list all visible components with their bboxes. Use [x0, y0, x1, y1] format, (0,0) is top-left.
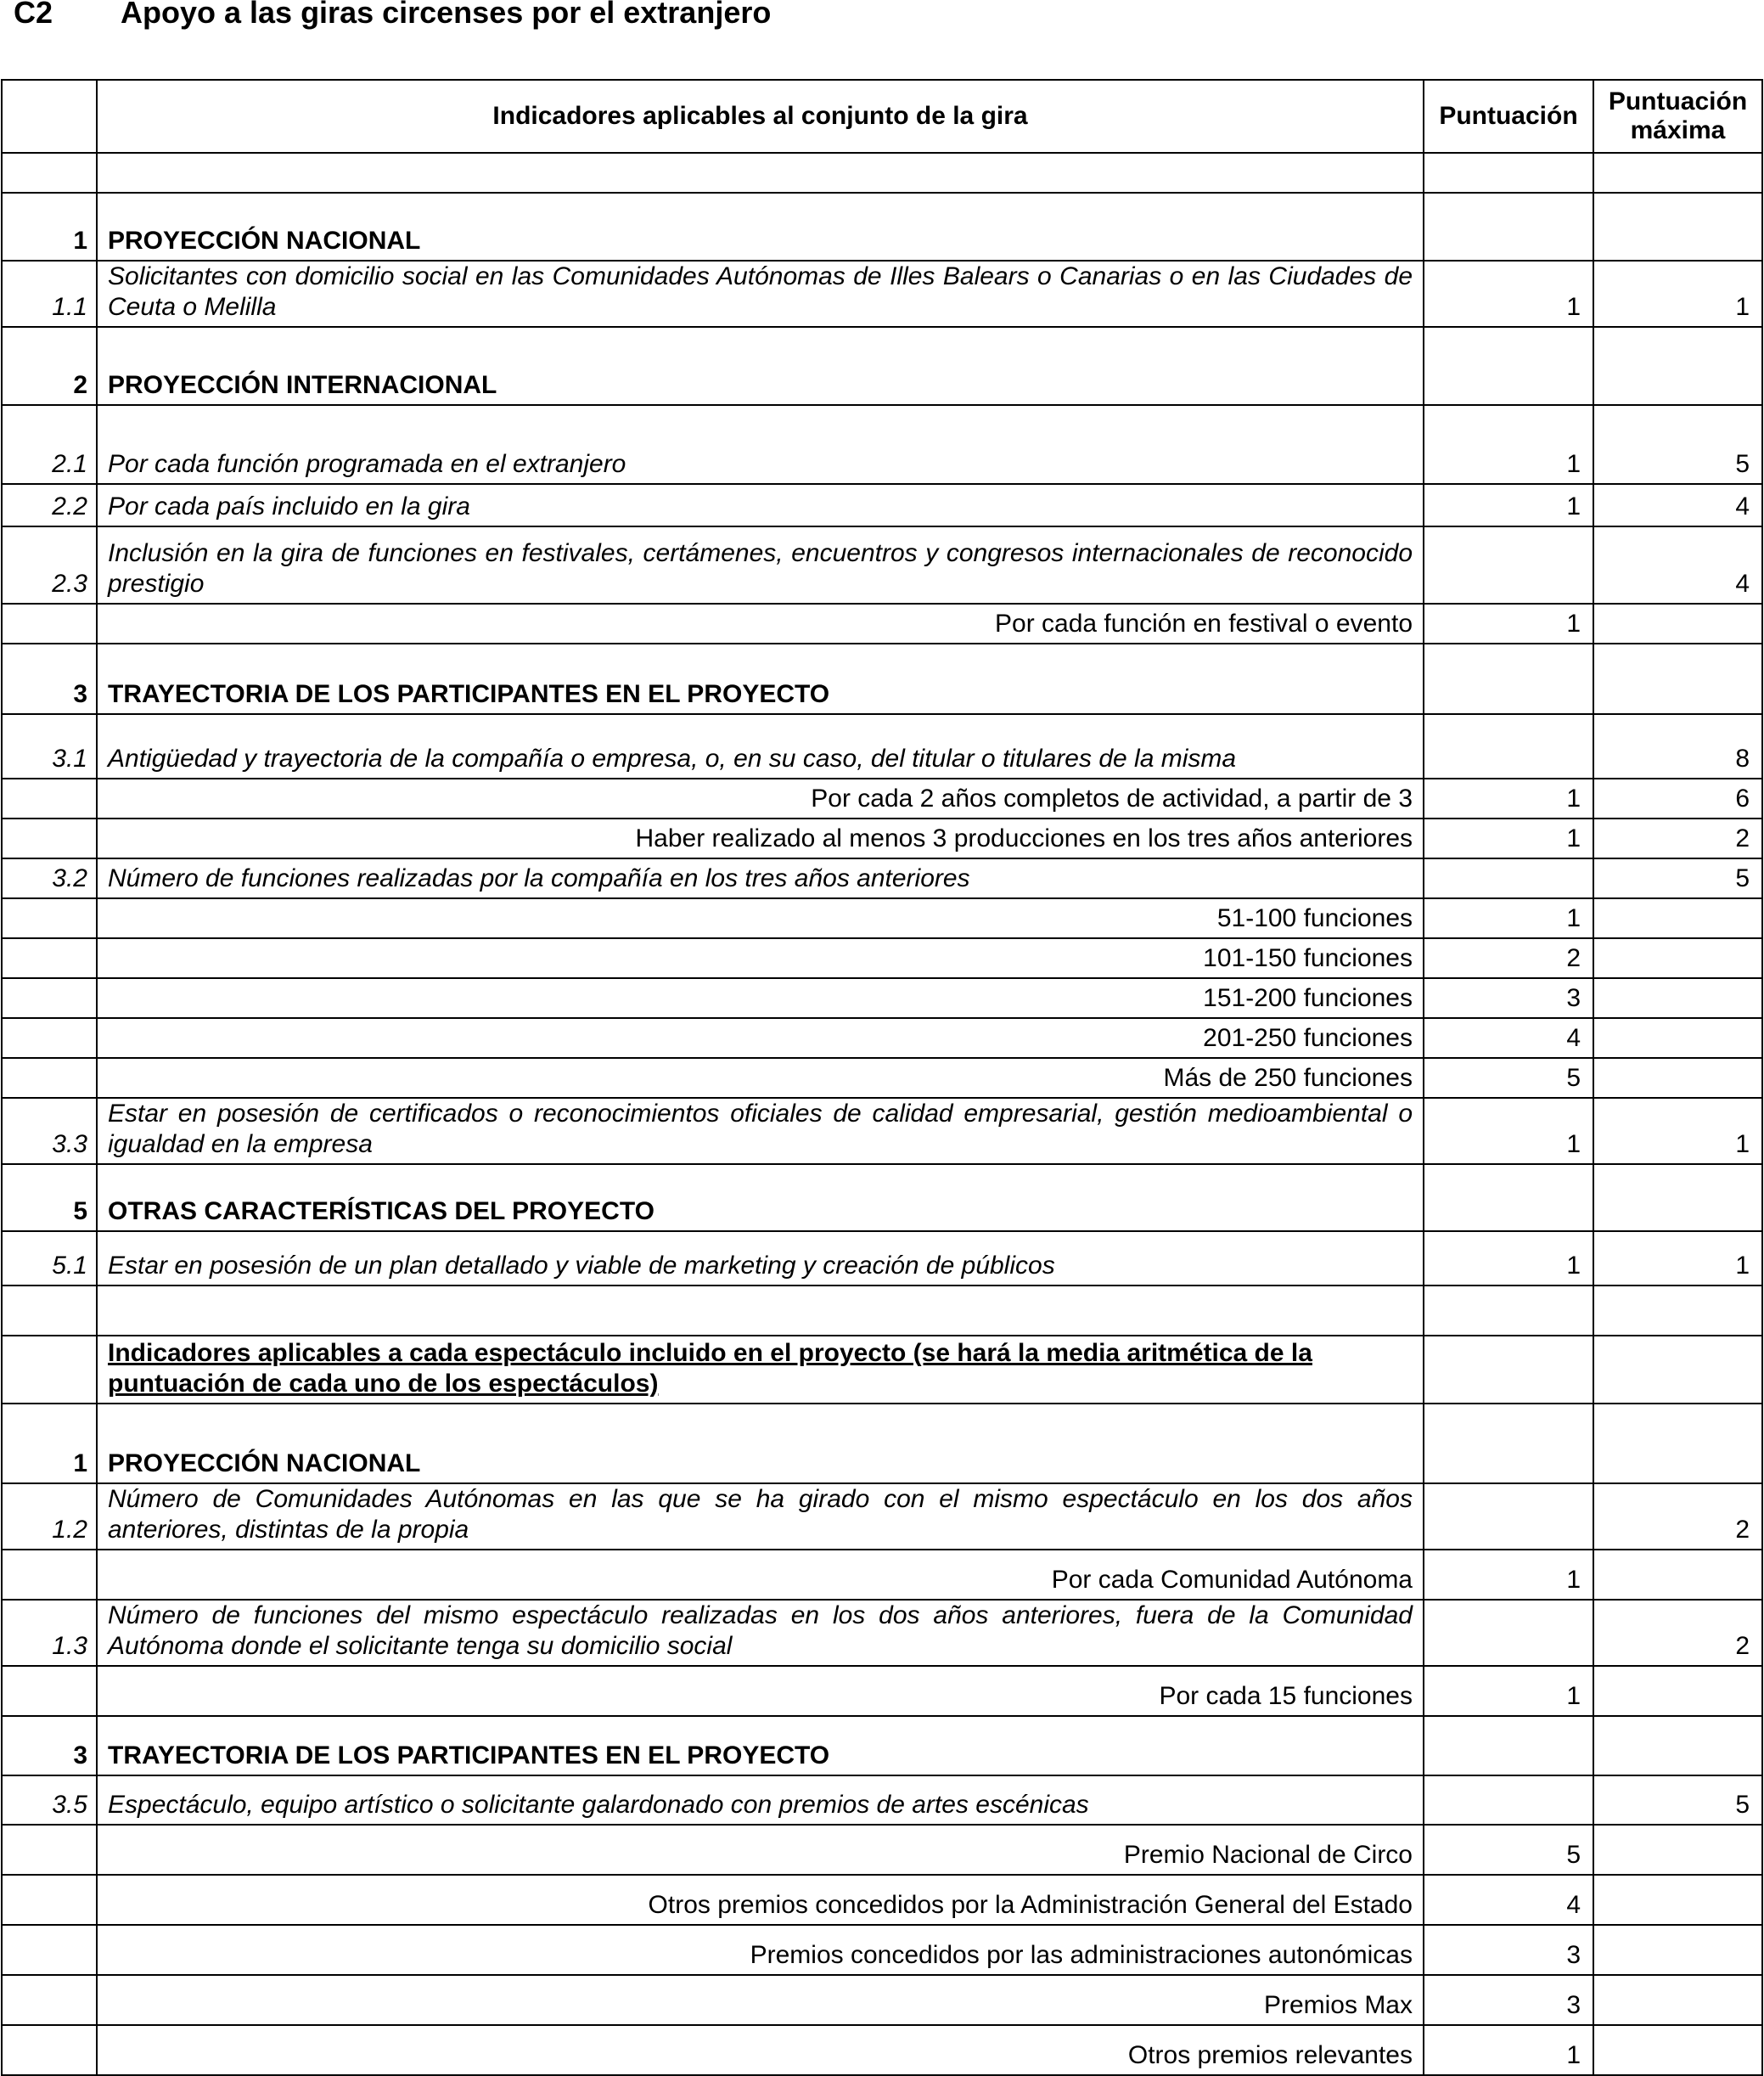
indicator-text: Otros premios concedidos por la Administración General del Estado: [97, 1875, 1424, 1925]
points-cell: 1: [1424, 2025, 1593, 2075]
table-row: [2, 1058, 1762, 1098]
table-row: [2, 1716, 1762, 1775]
table-row: [2, 1550, 1762, 1600]
row-number: [2, 819, 97, 858]
max-points-cell: 5: [1593, 858, 1762, 898]
row-number: 3: [2, 644, 97, 714]
points-cell: 4: [1424, 1875, 1593, 1925]
indicator-text: Premios concedidos por las administraciones autonómicas: [97, 1925, 1424, 1975]
table-row: [2, 1018, 1762, 1058]
points-cell: 1: [1424, 819, 1593, 858]
table-row: [2, 405, 1762, 484]
row-number: 1.2: [2, 1483, 97, 1550]
points-cell: [1424, 1775, 1593, 1825]
row-number: 2: [2, 327, 97, 405]
indicator-text: 201-250 funciones: [97, 1018, 1424, 1058]
row-number: [2, 1550, 97, 1600]
points-cell: [1424, 1336, 1593, 1404]
indicator-text: Inclusión en la gira de funciones en festivales, certámenes, encuentros y congresos internacionales de reconocido prestigio: [97, 526, 1424, 604]
row-number: [2, 1058, 97, 1098]
row-number: 5: [2, 1164, 97, 1231]
max-points-cell: [1593, 1018, 1762, 1058]
max-points-cell: [1593, 898, 1762, 938]
max-points-cell: 4: [1593, 526, 1762, 604]
table-row: [2, 1600, 1762, 1666]
table-row: [2, 644, 1762, 714]
points-cell: [1424, 526, 1593, 604]
table-row: [2, 1336, 1762, 1404]
table-row: [2, 938, 1762, 978]
max-points-cell: [1593, 1666, 1762, 1716]
table-row: [2, 1875, 1762, 1925]
table-row: [2, 779, 1762, 819]
indicator-text: Solicitantes con domicilio social en las Comunidades Autónomas de Illes Balears o Canarias o en las Ciudades de Ceuta o Melilla: [97, 261, 1424, 327]
row-number: 1: [2, 193, 97, 261]
max-points-cell: [1593, 1925, 1762, 1975]
table-row: [2, 1975, 1762, 2025]
max-points-cell: [1593, 1164, 1762, 1231]
indicator-text: Por cada país incluido en la gira: [97, 484, 1424, 526]
points-cell: 1: [1424, 261, 1593, 327]
section-title: PROYECCIÓN INTERNACIONAL: [97, 327, 1424, 405]
points-cell: [1424, 1286, 1593, 1336]
points-cell: [1424, 327, 1593, 405]
section-title: OTRAS CARACTERÍSTICAS DEL PROYECTO: [97, 1164, 1424, 1231]
row-number: [2, 938, 97, 978]
points-cell: 3: [1424, 978, 1593, 1018]
indicator-text: Por cada 15 funciones: [97, 1666, 1424, 1716]
max-points-cell: [1593, 938, 1762, 978]
page-title: [0, 0, 771, 34]
table-row: [2, 898, 1762, 938]
max-points-cell: [1593, 327, 1762, 405]
table-row: [2, 261, 1762, 327]
max-points-cell: 5: [1593, 405, 1762, 484]
table-row: [2, 1666, 1762, 1716]
max-points-cell: [1593, 1286, 1762, 1336]
points-cell: 1: [1424, 1666, 1593, 1716]
header-number: [2, 80, 97, 153]
row-number: [2, 1018, 97, 1058]
table-row: [2, 604, 1762, 644]
scoring-table: [1, 79, 1763, 2076]
table-row: [2, 1098, 1762, 1164]
points-cell: [1424, 1164, 1593, 1231]
points-cell: [1424, 193, 1593, 261]
indicator-text: Estar en posesión de un plan detallado y viable de marketing y creación de públicos: [97, 1231, 1424, 1286]
table-row: [2, 1231, 1762, 1286]
section-title: PROYECCIÓN NACIONAL: [97, 1404, 1424, 1483]
indicator-text: Espectáculo, equipo artístico o solicitante galardonado con premios de artes escénicas: [97, 1775, 1424, 1825]
points-cell: 4: [1424, 1018, 1593, 1058]
row-number: 2.2: [2, 484, 97, 526]
row-number: 3.5: [2, 1775, 97, 1825]
table-row: [2, 2025, 1762, 2075]
indicator-text: [97, 1286, 1424, 1336]
table-row: [2, 819, 1762, 858]
points-cell: 1: [1424, 898, 1593, 938]
table-row: [2, 153, 1762, 193]
points-cell: 1: [1424, 779, 1593, 819]
points-cell: 1: [1424, 405, 1593, 484]
table-row: [2, 858, 1762, 898]
table-row: [2, 714, 1762, 779]
section-title: TRAYECTORIA DE LOS PARTICIPANTES EN EL PROYECTO: [97, 644, 1424, 714]
table-row: [2, 1483, 1762, 1550]
row-number: 1: [2, 1404, 97, 1483]
points-cell: [1424, 1483, 1593, 1550]
max-points-cell: 5: [1593, 1775, 1762, 1825]
points-cell: [1424, 1716, 1593, 1775]
indicator-text: Haber realizado al menos 3 producciones en los tres años anteriores: [97, 819, 1424, 858]
max-points-cell: [1593, 1550, 1762, 1600]
row-number: [2, 1925, 97, 1975]
indicator-text: Más de 250 funciones: [97, 1058, 1424, 1098]
subtable-heading: Indicadores aplicables a cada espectáculo incluido en el proyecto (se hará la media aritmética de la puntuación de cada uno de los espectáculos): [97, 1336, 1424, 1404]
row-number: [2, 604, 97, 644]
header-max-points: Puntuación máxima: [1593, 80, 1762, 153]
row-number: 1.3: [2, 1600, 97, 1666]
indicator-text: Número de funciones realizadas por la compañía en los tres años anteriores: [97, 858, 1424, 898]
table-row: [2, 1286, 1762, 1336]
max-points-cell: [1593, 604, 1762, 644]
max-points-cell: 1: [1593, 261, 1762, 327]
indicator-text: Por cada 2 años completos de actividad, a partir de 3: [97, 779, 1424, 819]
points-cell: 1: [1424, 1098, 1593, 1164]
points-cell: [1424, 1404, 1593, 1483]
table-row: [2, 1775, 1762, 1825]
max-points-cell: 1: [1593, 1231, 1762, 1286]
points-cell: 1: [1424, 604, 1593, 644]
row-number: [2, 978, 97, 1018]
row-number: [2, 1286, 97, 1336]
indicator-text: [97, 153, 1424, 193]
indicator-text: Premio Nacional de Circo: [97, 1825, 1424, 1875]
max-points-cell: [1593, 1716, 1762, 1775]
indicator-text: Por cada Comunidad Autónoma: [97, 1550, 1424, 1600]
row-number: [2, 898, 97, 938]
points-cell: [1424, 644, 1593, 714]
section-code: C2: [14, 0, 53, 30]
points-cell: [1424, 153, 1593, 193]
table-body: [2, 153, 1762, 2075]
indicator-text: Número de Comunidades Autónomas en las que se ha girado con el mismo espectáculo en los dos años anteriores, distintas de la propia: [97, 1483, 1424, 1550]
row-number: 2.3: [2, 526, 97, 604]
row-number: [2, 153, 97, 193]
points-cell: 1: [1424, 1231, 1593, 1286]
table-header-row: [2, 80, 1762, 153]
table-row: [2, 1164, 1762, 1231]
row-number: 2.1: [2, 405, 97, 484]
max-points-cell: 8: [1593, 714, 1762, 779]
table-row: [2, 1825, 1762, 1875]
row-number: [2, 1875, 97, 1925]
max-points-cell: 1: [1593, 1098, 1762, 1164]
indicator-text: Estar en posesión de certificados o reconocimientos oficiales de calidad empresarial, gestión medioambiental o igualdad en la empresa: [97, 1098, 1424, 1164]
row-number: [2, 1336, 97, 1404]
row-number: 3.1: [2, 714, 97, 779]
row-number: [2, 1825, 97, 1875]
indicator-text: 51-100 funciones: [97, 898, 1424, 938]
max-points-cell: 6: [1593, 779, 1762, 819]
indicator-text: Premios Max: [97, 1975, 1424, 2025]
max-points-cell: [1593, 193, 1762, 261]
section-title: Apoyo a las giras circenses por el extranjero: [121, 0, 772, 30]
max-points-cell: 2: [1593, 819, 1762, 858]
max-points-cell: [1593, 1336, 1762, 1404]
table-row: [2, 484, 1762, 526]
indicator-text: 151-200 funciones: [97, 978, 1424, 1018]
section-title: PROYECCIÓN NACIONAL: [97, 193, 1424, 261]
row-number: [2, 1975, 97, 2025]
max-points-cell: [1593, 1404, 1762, 1483]
row-number: [2, 2025, 97, 2075]
indicator-text: Antigüedad y trayectoria de la compañía o empresa, o, en su caso, del titular o titulares de la misma: [97, 714, 1424, 779]
max-points-cell: [1593, 153, 1762, 193]
row-number: 3: [2, 1716, 97, 1775]
points-cell: 1: [1424, 1550, 1593, 1600]
table-row: [2, 978, 1762, 1018]
row-number: 3.2: [2, 858, 97, 898]
row-number: 1.1: [2, 261, 97, 327]
max-points-cell: [1593, 1875, 1762, 1925]
section-title: TRAYECTORIA DE LOS PARTICIPANTES EN EL PROYECTO: [97, 1716, 1424, 1775]
max-points-cell: [1593, 1058, 1762, 1098]
row-number: [2, 779, 97, 819]
row-number: 3.3: [2, 1098, 97, 1164]
max-points-cell: [1593, 1825, 1762, 1875]
points-cell: [1424, 1600, 1593, 1666]
indicator-text: Por cada función en festival o evento: [97, 604, 1424, 644]
points-cell: 5: [1424, 1058, 1593, 1098]
points-cell: 3: [1424, 1975, 1593, 2025]
table-row: [2, 526, 1762, 604]
points-cell: [1424, 714, 1593, 779]
row-number: 5.1: [2, 1231, 97, 1286]
max-points-cell: [1593, 2025, 1762, 2075]
points-cell: 3: [1424, 1925, 1593, 1975]
header-indicator: Indicadores aplicables al conjunto de la gira: [97, 80, 1424, 153]
max-points-cell: 2: [1593, 1483, 1762, 1550]
table-row: [2, 193, 1762, 261]
indicator-text: Otros premios relevantes: [97, 2025, 1424, 2075]
max-points-cell: 4: [1593, 484, 1762, 526]
table-row: [2, 1404, 1762, 1483]
table-row: [2, 1925, 1762, 1975]
points-cell: 2: [1424, 938, 1593, 978]
max-points-cell: [1593, 1975, 1762, 2025]
max-points-cell: [1593, 644, 1762, 714]
indicator-text: Número de funciones del mismo espectáculo realizadas en los dos años anteriores, fuera de la Comunidad Autónoma donde el solicitante tenga su domicilio social: [97, 1600, 1424, 1666]
indicator-text: Por cada función programada en el extranjero: [97, 405, 1424, 484]
max-points-cell: [1593, 978, 1762, 1018]
points-cell: [1424, 858, 1593, 898]
indicator-text: 101-150 funciones: [97, 938, 1424, 978]
max-points-cell: 2: [1593, 1600, 1762, 1666]
table-row: [2, 327, 1762, 405]
row-number: [2, 1666, 97, 1716]
header-points: Puntuación: [1424, 80, 1593, 153]
points-cell: 5: [1424, 1825, 1593, 1875]
points-cell: 1: [1424, 484, 1593, 526]
